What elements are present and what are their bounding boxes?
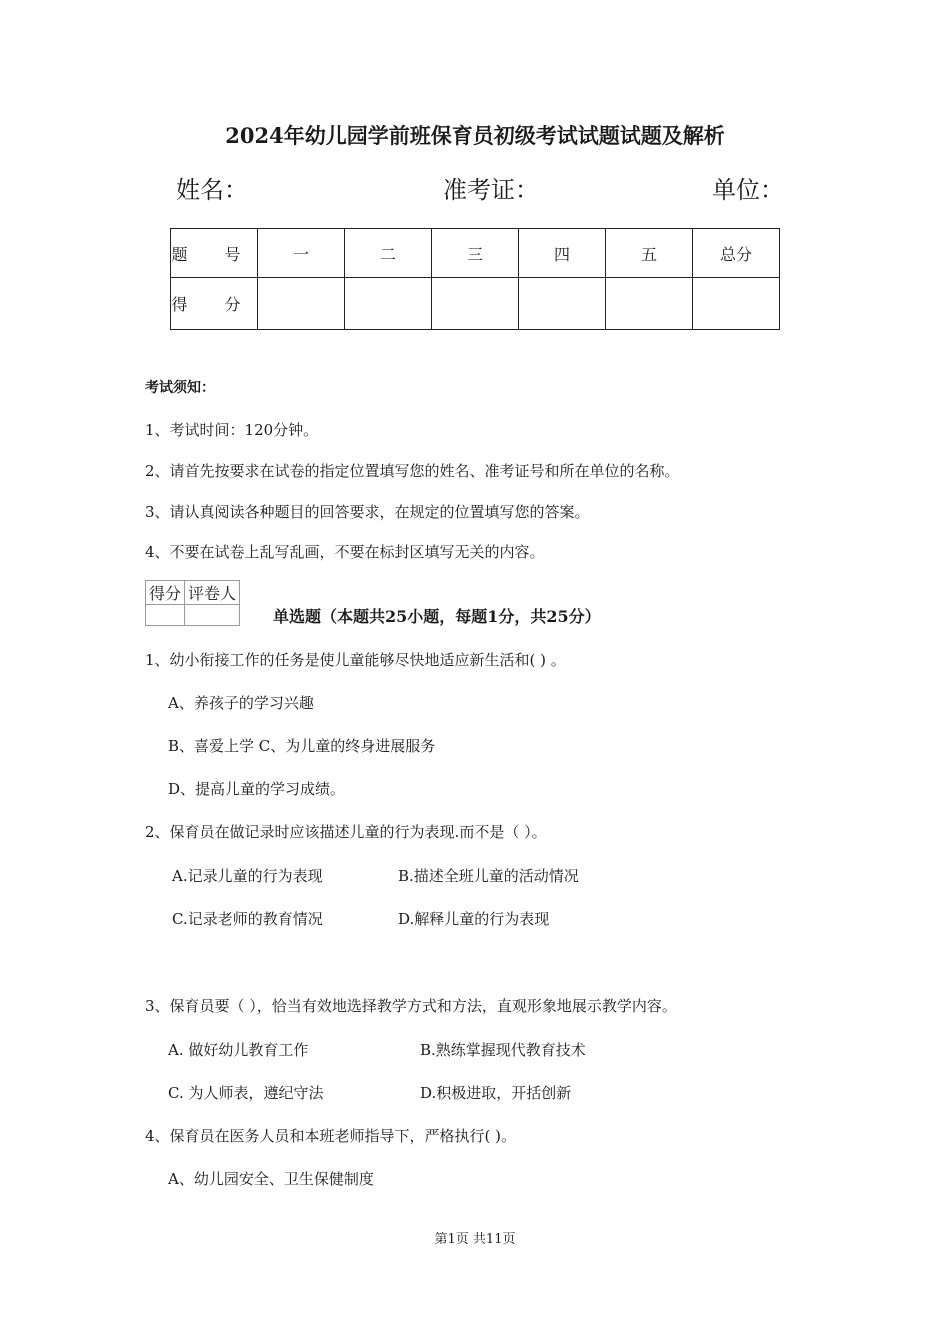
question-1-stem: 1、幼小衔接工作的任务是使儿童能够尽快地适应新生活和( ) 。: [145, 651, 566, 669]
question-3-stem: 3、保育员要（ ），恰当有效地选择教学方式和方法，直观形象地展示教学内容。: [145, 997, 677, 1015]
score-cell-total[interactable]: [693, 278, 780, 330]
question-number-label: 题 号: [171, 229, 258, 278]
score-label: 得 分: [171, 278, 258, 330]
page-title: 2024年幼儿园学前班保育员初级考试试题试题及解析: [225, 123, 725, 148]
grader-reviewer-label: 评卷人: [185, 581, 240, 605]
notes-heading: 考试须知：: [145, 380, 215, 396]
question-3-option-b[interactable]: B.熟练掌握现代教育技术: [420, 1041, 586, 1059]
grader-score-label: 得分: [146, 581, 185, 605]
score-table-score-row: [171, 278, 780, 330]
note-item: 1、考试时间：120分钟。: [145, 421, 319, 439]
section-title: 单选题（本题共25小题，每题1分，共25分）: [273, 607, 601, 626]
question-4-stem: 4、保育员在医务人员和本班老师指导下，严格执行( )。: [145, 1127, 517, 1145]
score-cell[interactable]: [258, 278, 345, 330]
column-4: 四: [519, 229, 606, 278]
grader-box: [145, 580, 240, 626]
column-3: 三: [432, 229, 519, 278]
column-1: 一: [258, 229, 345, 278]
question-3-option-c[interactable]: C. 为人师表，遵纪守法: [168, 1084, 324, 1102]
grader-reviewer-cell[interactable]: [185, 605, 240, 626]
score-cell[interactable]: [345, 278, 432, 330]
question-1-option-a[interactable]: A、养孩子的学习兴趣: [168, 694, 314, 712]
score-cell[interactable]: [519, 278, 606, 330]
name-field-label: 姓名：: [176, 176, 248, 204]
exam-id-field-label: 准考证：: [443, 176, 539, 204]
note-item: 3、请认真阅读各种题目的回答要求，在规定的位置填写您的答案。: [145, 503, 590, 521]
question-3-option-d[interactable]: D.积极进取，开括创新: [420, 1084, 572, 1102]
score-table: [170, 228, 780, 330]
note-item: 2、请首先按要求在试卷的指定位置填写您的姓名、准考证号和所在单位的名称。: [145, 462, 680, 480]
question-3-option-a[interactable]: A. 做好幼儿教育工作: [168, 1041, 309, 1059]
page-footer: 第1页 共11页: [434, 1232, 516, 1247]
question-4-option-a[interactable]: A、幼儿园安全、卫生保健制度: [168, 1170, 374, 1188]
note-item: 4、不要在试卷上乱写乱画，不要在标封区填写无关的内容。: [145, 543, 545, 561]
column-total: 总分: [693, 229, 780, 278]
question-2-option-d[interactable]: D.解释儿童的行为表现: [398, 910, 550, 928]
score-cell[interactable]: [606, 278, 693, 330]
grader-score-cell[interactable]: [146, 605, 185, 626]
question-2-option-c[interactable]: C.记录老师的教育情况: [172, 910, 323, 928]
score-cell[interactable]: [432, 278, 519, 330]
question-1-option-bc[interactable]: B、喜爱上学 C、为儿童的终身进展服务: [168, 737, 436, 755]
question-1-option-d[interactable]: D、提高儿童的学习成绩。: [168, 780, 346, 798]
column-5: 五: [606, 229, 693, 278]
question-2-option-b[interactable]: B.描述全班儿童的活动情况: [398, 867, 579, 885]
column-2: 二: [345, 229, 432, 278]
question-2-option-a[interactable]: A.记录儿童的行为表现: [172, 867, 323, 885]
score-table-header-row: [171, 229, 780, 278]
unit-field-label: 单位：: [712, 176, 784, 204]
question-2-stem: 2、保育员在做记录时应该描述儿童的行为表现.而不是（ ）。: [145, 823, 547, 841]
